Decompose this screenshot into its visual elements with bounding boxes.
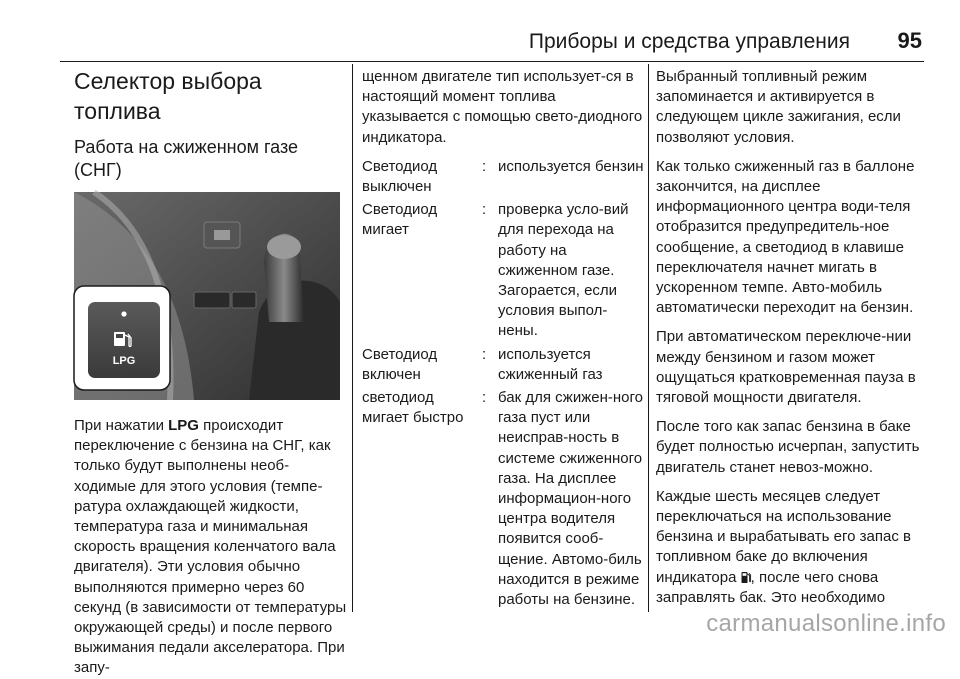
led-status-table — [362, 157, 646, 610]
led-state: светодиод мигает быстро — [362, 389, 464, 427]
led-description: используется бензин — [498, 157, 644, 175]
section-title: Селектор выбора топлива — [74, 68, 262, 124]
led-description: бак для сжижен-ного газа пуст или неисправ-ность в системе сжиженного газа. На дисплее информацион-ного центра водителя появится сооб-щение. Автомо-биль находится в режиме работы на бензине. — [498, 389, 643, 609]
paragraph-petrol-empty: После того как запас бензина в баке будет полностью исчерпан, запустить двигатель станет невоз-можно. — [656, 418, 920, 476]
paragraph-six-months — [656, 487, 946, 608]
column-1 — [74, 62, 350, 677]
led-status-row — [362, 200, 646, 341]
led-status-row — [362, 157, 646, 197]
para-text-start: При нажатии — [74, 417, 169, 434]
led-state: Светодиод выключен — [362, 157, 438, 196]
watermark: carmanualsonline.info — [706, 610, 946, 637]
lpg-button-label: LPG — [112, 355, 136, 367]
led-status-row — [362, 345, 646, 385]
led-colon: : — [482, 201, 487, 219]
led-state: Светодиод включен — [362, 345, 438, 383]
lpg-switch-photo — [74, 192, 340, 400]
column-divider-1 — [352, 64, 353, 612]
led-state: Светодиод мигает — [362, 201, 438, 239]
column-3 — [656, 62, 946, 642]
paragraph-lpg-switch — [74, 416, 350, 679]
column-2 — [362, 62, 646, 642]
led-description: используется сжиженный газ — [498, 345, 603, 383]
para-text-end: , после чего снова заправлять бак. Это необходимо — [656, 568, 886, 606]
column-divider-2 — [648, 64, 649, 612]
lpg-switch-illustration — [74, 192, 340, 400]
page-header — [60, 26, 924, 62]
paragraph-led-intro: щенном двигателе тип использует-ся в настоящий момент топлива указывается с помощью свето-диодного индикатора. — [362, 68, 643, 146]
paragraph-auto-switch: При автоматическом переключе-нии между бензином и газом может ощущаться кратковременная пауза в тяговой мощности двигателя. — [656, 328, 916, 407]
led-colon: : — [482, 345, 487, 363]
led-colon: : — [482, 389, 487, 407]
led-colon: : — [482, 157, 487, 175]
sub-title: Работа на сжиженном газе (СНГ) — [74, 137, 299, 180]
page-number: 95 — [897, 28, 922, 53]
fuel-pump-icon — [741, 571, 751, 584]
lpg-bold-label: LPG — [168, 417, 199, 434]
para-text-start: Каждые шесть месяцев следует переключаться на использование бензина и вырабатывать его запас в топливном баке до включения индикатора — [656, 487, 911, 586]
led-status-row — [362, 388, 646, 610]
led-description: проверка усло-вий для перехода на работу на сжиженном газе. Загорается, если условия выпол-нены. — [498, 201, 629, 340]
para-text-end: происходит переключение с бензина на СНГ, как только будут выполнены необ-ходимые для этого условия (темпе-ратура охлаждающей жидкости, температура газа и минимальная скорость вращения коленчатого вала двигателя). Эти условия обычно выполняются примерно через 60 секунд (в зависимости от температуры окружающей среды) и после первого выжимания педали акселератора. При запу- — [74, 417, 347, 677]
paragraph-mode-memory: Выбранный топливный режим запоминается и активируется в следующем цикле зажигания, если позволяют условия. — [656, 68, 901, 146]
paragraph-gas-empty: Как только сжиженный газ в баллоне закончится, на дисплее информационного центра води-теля отобразится предупредитель-ное сообщение, а светодиод в клавише переключателя начнет мигать в ускоренном темпе. Авто-мобиль автоматически переходит на бензин. — [656, 157, 915, 317]
header-title: Приборы и средства управления — [528, 30, 850, 53]
